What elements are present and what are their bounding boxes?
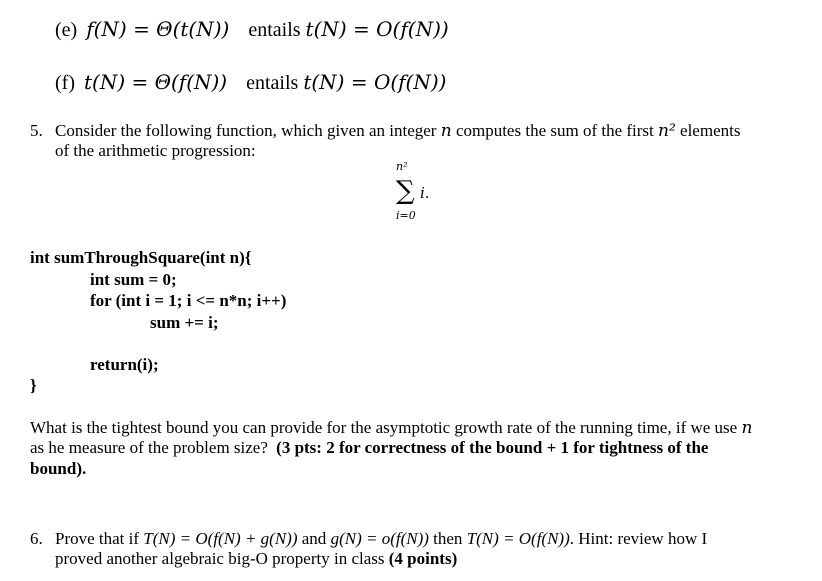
q6-number: 6. [30, 529, 43, 548]
q6-expr-3: T(N) = O(f(N)) [466, 529, 570, 548]
bound-question-line-1 [30, 418, 752, 438]
bound-question-measure: as he measure of the problem size? [30, 438, 268, 457]
item-f-label: (f) [55, 72, 75, 94]
code-line-2: int sum = 0; [90, 270, 177, 289]
item-f-rhs: t(N) = O(f(N)) [303, 70, 447, 94]
code-line-3: for (int i = 1; i <= n*n; i++) [90, 291, 287, 310]
q6-expr-1: T(N) = O(f(N) + g(N)) [143, 529, 298, 548]
q6-line1 [55, 529, 707, 549]
item-e [55, 17, 449, 42]
item-f-entails: entails [246, 72, 299, 94]
q5-var-n: n [440, 121, 452, 141]
q6-expr-2: g(N) = o(f(N)) [330, 529, 429, 548]
sum-body: i. [420, 184, 430, 202]
code-line-1: int sumThroughSquare(int n){ [30, 248, 252, 267]
q6-text-2: and [301, 529, 327, 548]
q6-line2-text: proved another algebraic big-O property in class [55, 549, 385, 568]
q5-text-a: Consider the following function, which given an integer [55, 121, 437, 140]
item-e-lhs: f(N) = Θ(t(N)) [86, 17, 230, 41]
q6-points: (4 points) [388, 549, 458, 568]
item-e-label: (e) [55, 19, 78, 41]
item-e-rhs: t(N) = O(f(N)) [305, 17, 449, 41]
bound-question-line-3: bound). [30, 459, 87, 478]
item-e-entails: entails [248, 19, 301, 41]
code-line-6: } [30, 376, 37, 395]
sum-lower-limit: i=0 [396, 209, 416, 222]
q6-text-1: Prove that if [55, 529, 140, 548]
bound-question-var-n: n [741, 418, 753, 438]
q6-line2 [55, 549, 457, 569]
code-line-5: return(i); [90, 355, 159, 374]
code-line-4: sum += i; [150, 313, 219, 332]
q5-line2: of the arithmetic progression: [55, 141, 256, 160]
q5-text-b: computes the sum of the first [455, 121, 654, 140]
item-f [55, 70, 446, 95]
bound-question-text: What is the tightest bound you can provide for the asymptotic growth rate of the running time, if we use [30, 418, 738, 437]
bound-question-line-2 [30, 438, 708, 458]
item-f-lhs: t(N) = Θ(f(N)) [83, 70, 228, 94]
bound-question-points: (3 pts: 2 for correctness of the bound + 1 for tightness of the [276, 438, 709, 457]
sum-symbol: ∑ [396, 176, 415, 206]
sum-upper-limit: n² [396, 160, 408, 173]
q6-text-3: then [433, 529, 463, 548]
q5-text-c: elements [680, 121, 741, 140]
q5-n-squared: n² [658, 121, 676, 141]
q5-line1 [55, 121, 740, 141]
q6-text-4: . Hint: review how I [569, 529, 708, 548]
q5-number: 5. [30, 121, 43, 140]
